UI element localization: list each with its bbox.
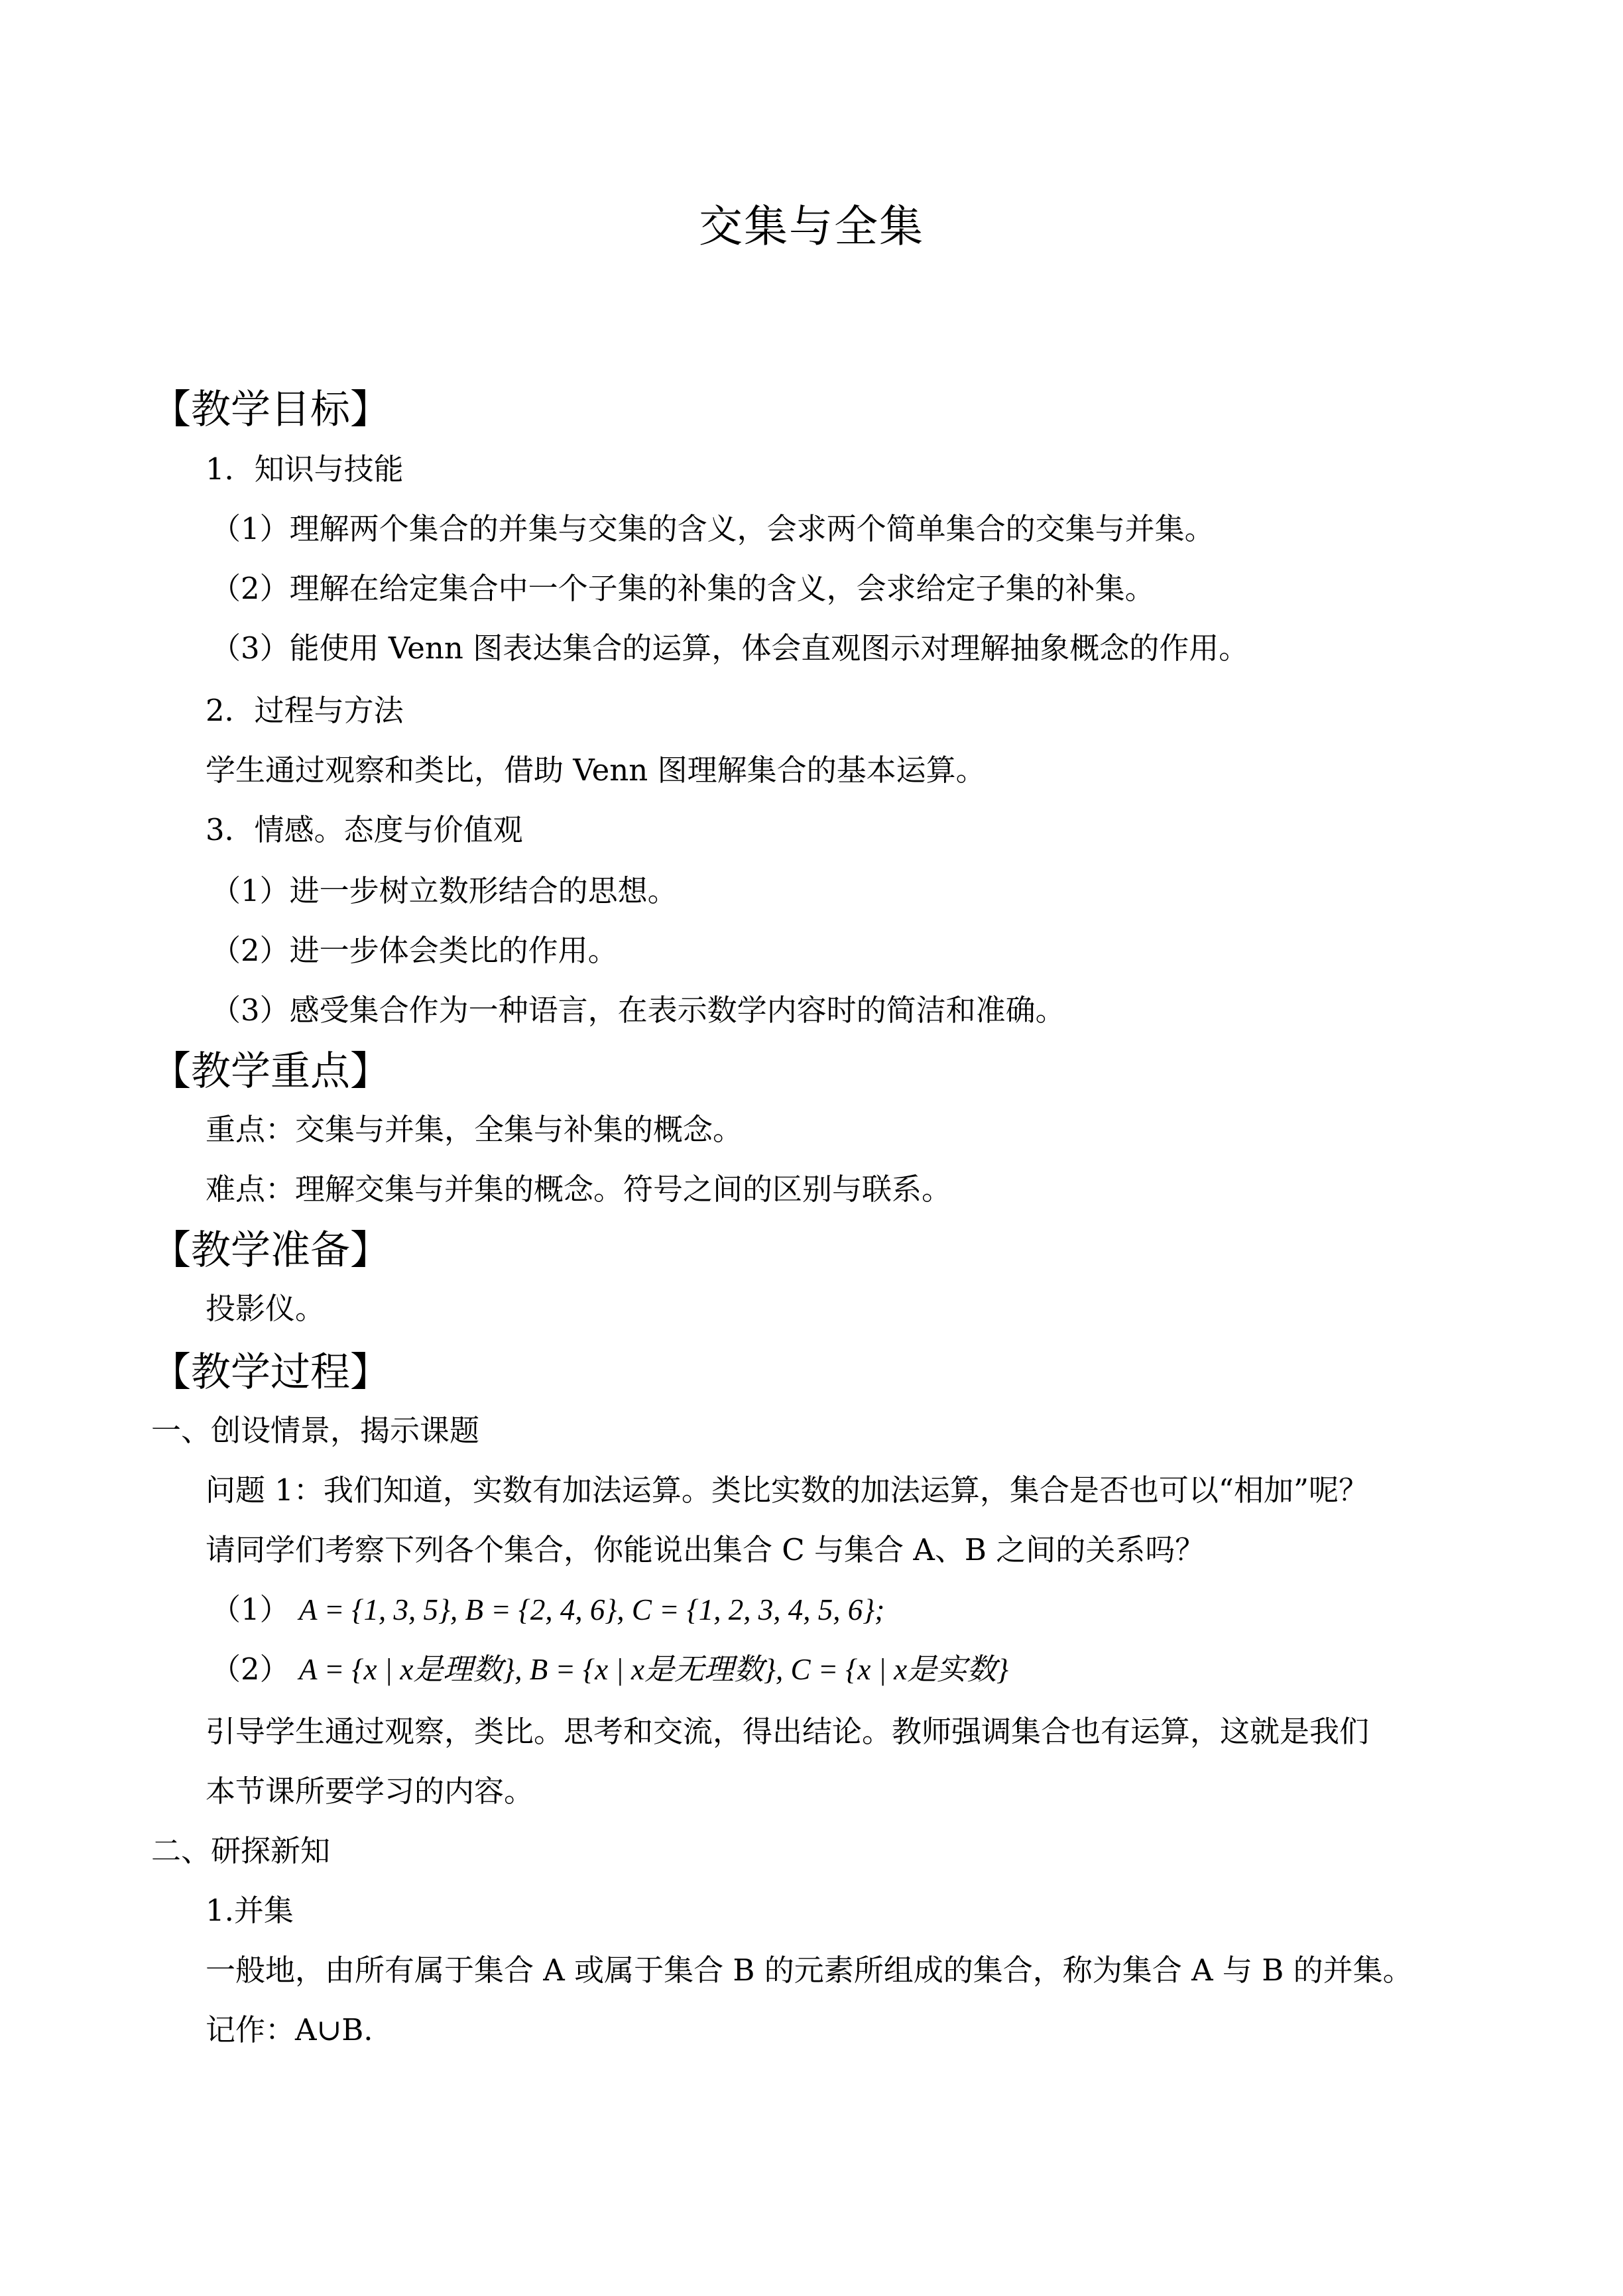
union-notation: 记作：A∪B. <box>206 2012 373 2047</box>
keypoint-difficulty: 难点：理解交集与并集的概念。符号之间的区别与联系。 <box>206 1172 952 1207</box>
process-part-one: 一、创设情景，揭示课题 <box>151 1413 480 1448</box>
example-two <box>211 1648 1008 1691</box>
prep-text: 投影仪。 <box>206 1291 326 1326</box>
objective-process-text: 学生通过观察和类比，借助 Venn 图理解集合的基本运算。 <box>206 753 986 788</box>
objective-item: （2）理解在给定集合中一个子集的补集的含义，会求给定子集的补集。 <box>211 571 1155 606</box>
union-title: 1.并集 <box>206 1893 294 1928</box>
question-line: 请同学们考察下列各个集合，你能说出集合 C 与集合 A、B 之间的关系吗？ <box>206 1532 1205 1567</box>
prep-heading: 【教学准备】 <box>151 1227 390 1274</box>
example-one <box>211 1589 884 1631</box>
guide-line: 引导学生通过观察，类比。思考和交流，得出结论。教师强调集合也有运算，这就是我们 <box>206 1714 1370 1749</box>
objective-process-title: 2．过程与方法 <box>206 693 404 728</box>
example-label: （1） <box>211 1592 290 1627</box>
process-part-two: 二、研探新知 <box>151 1833 331 1868</box>
keypoint-focus: 重点：交集与并集，全集与补集的概念。 <box>206 1112 743 1147</box>
objective-emotion-title: 3．情感。态度与价值观 <box>206 812 523 847</box>
union-definition: 一般地，由所有属于集合 A 或属于集合 B 的元素所组成的集合，称为集合 A 与 B 的并集。 <box>206 1953 1413 1988</box>
objective-item: （1）理解两个集合的并集与交集的含义，会求两个简单集合的交集与并集。 <box>211 511 1215 546</box>
objective-item: （2）进一步体会类比的作用。 <box>211 933 618 968</box>
objective-item: （3）能使用 Venn 图表达集合的运算，体会直观图示对理解抽象概念的作用。 <box>211 631 1249 666</box>
objective-item: （3）感受集合作为一种语言，在表示数学内容时的简洁和准确。 <box>211 993 1065 1028</box>
objectives-heading: 【教学目标】 <box>151 387 390 433</box>
objective-knowledge-title: 1．知识与技能 <box>206 452 404 487</box>
guide-line: 本节课所要学习的内容。 <box>206 1774 534 1809</box>
example-formula: A = {1, 3, 5}, B = {2, 4, 6}, C = {1, 2, 3, 4, 5, 6}; <box>298 1593 885 1626</box>
process-heading: 【教学过程】 <box>151 1349 390 1396</box>
question-line: 问题 1：我们知道，实数有加法运算。类比实数的加法运算，集合是否也可以“相加”呢？ <box>206 1473 1368 1508</box>
example-formula: A = {x | x是理数}, B = {x | x是无理数}, C = {x | x是实数} <box>298 1653 1009 1686</box>
example-label: （2） <box>211 1652 290 1687</box>
page-title: 交集与全集 <box>699 201 924 252</box>
keypoints-heading: 【教学重点】 <box>151 1048 390 1095</box>
objective-item: （1）进一步树立数形结合的思想。 <box>211 873 678 908</box>
